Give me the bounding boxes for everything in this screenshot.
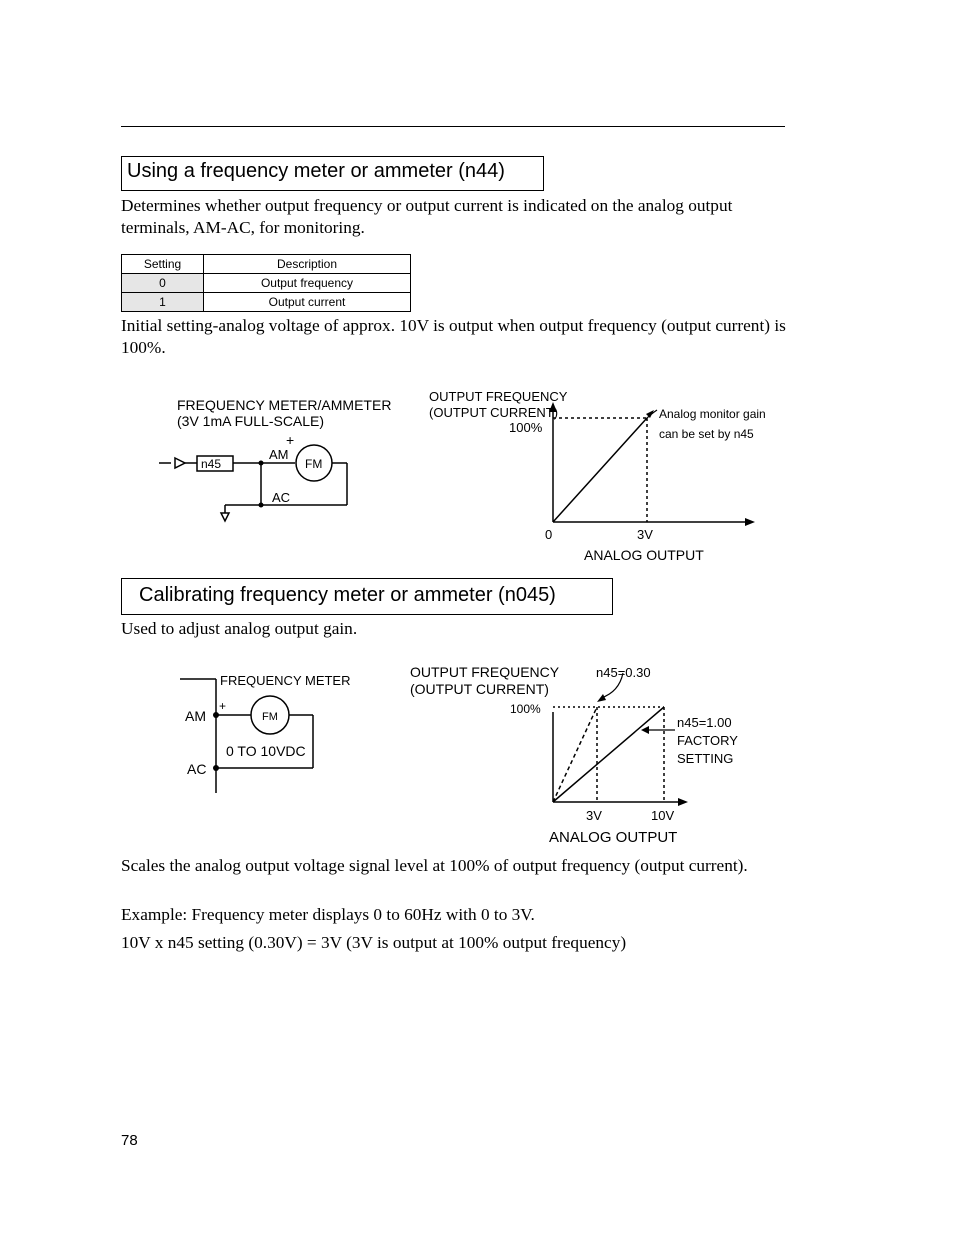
graph1-x0: 0 (545, 527, 553, 542)
figure-calibration (175, 650, 760, 850)
plus-sign: + (219, 699, 227, 713)
graph2-xlabel: ANALOG OUTPUT (549, 829, 678, 846)
table-row (122, 293, 411, 312)
settings-table-header (122, 255, 411, 274)
n45-030-label: n45=0.30 (596, 665, 651, 680)
section1-intro: Determines whether output frequency or output current is indicated on the analog output terminals, AM-AC, for monitoring. (121, 196, 733, 237)
fm-meter-label: FM (305, 457, 323, 471)
page-number: 78 (121, 1132, 138, 1149)
settings-table (121, 254, 411, 312)
scales-paragraph: Scales the analog output voltage signal level at 100% of output frequency (output current). (121, 856, 748, 875)
graph1-x3v: 3V (637, 527, 653, 542)
description-header: Description (204, 255, 411, 274)
graph1-xlabel: ANALOG OUTPUT (584, 547, 704, 563)
setting-header: Setting (122, 255, 204, 274)
n45-block-label: n45 (201, 457, 222, 471)
setting-cell: 1 (122, 293, 204, 312)
graph1-ylabel: OUTPUT FREQUENCY (429, 389, 568, 404)
graph2-y100: 100% (510, 702, 541, 716)
gain-annotation-sub: can be set by n45 (659, 427, 754, 441)
gain-annotation: Analog monitor gain (659, 407, 766, 421)
graph1-y100: 100% (509, 420, 543, 435)
table-row (122, 274, 411, 293)
description-cell: Output current (204, 293, 411, 312)
graph2-x3v: 3V (586, 808, 602, 823)
figure-analog-monitor (135, 370, 775, 570)
section1-note: Initial setting-analog voltage of approx. 10V is output when output frequency (output current) is 100%. (121, 316, 786, 357)
ac-terminal-label: AC (272, 490, 291, 505)
circuit1-subtitle: (3V 1mA FULL-SCALE) (177, 413, 325, 429)
setting-label: SETTING (677, 751, 734, 766)
am-terminal-label: AM (269, 447, 289, 462)
graph2-x10v: 10V (651, 808, 675, 823)
example-paragraph: Example: Frequency meter displays 0 to 60Hz with 0 to 3V. (121, 905, 535, 924)
factory-label: FACTORY (677, 733, 738, 748)
section1-heading: Using a frequency meter or ammeter (n44) (121, 156, 544, 191)
circuit2-title: FREQUENCY METER (220, 673, 351, 688)
plus-sign: + (286, 432, 295, 448)
n45-100-label: n45=1.00 (677, 715, 732, 730)
am-terminal-label: AM (185, 708, 206, 724)
header-rule (121, 126, 785, 127)
section2-intro: Used to adjust analog output gain. (121, 619, 358, 638)
range-label: 0 TO 10VDC (226, 743, 306, 759)
ac-terminal-label: AC (187, 761, 207, 777)
graph2-ylabel: OUTPUT FREQUENCY (410, 664, 560, 680)
fm-meter-label: FM (262, 711, 278, 723)
section2-heading: Calibrating frequency meter or ammeter (n045) (121, 578, 613, 615)
graph2-ylabel-sub: (OUTPUT CURRENT) (410, 681, 549, 697)
calculation-paragraph: 10V x n45 setting (0.30V) = 3V (3V is output at 100% output frequency) (121, 933, 627, 952)
description-cell: Output frequency (204, 274, 411, 293)
circuit1-title: FREQUENCY METER/AMMETER (177, 397, 392, 413)
graph1-ylabel-sub: (OUTPUT CURRENT) (429, 405, 559, 420)
setting-cell: 0 (122, 274, 204, 293)
